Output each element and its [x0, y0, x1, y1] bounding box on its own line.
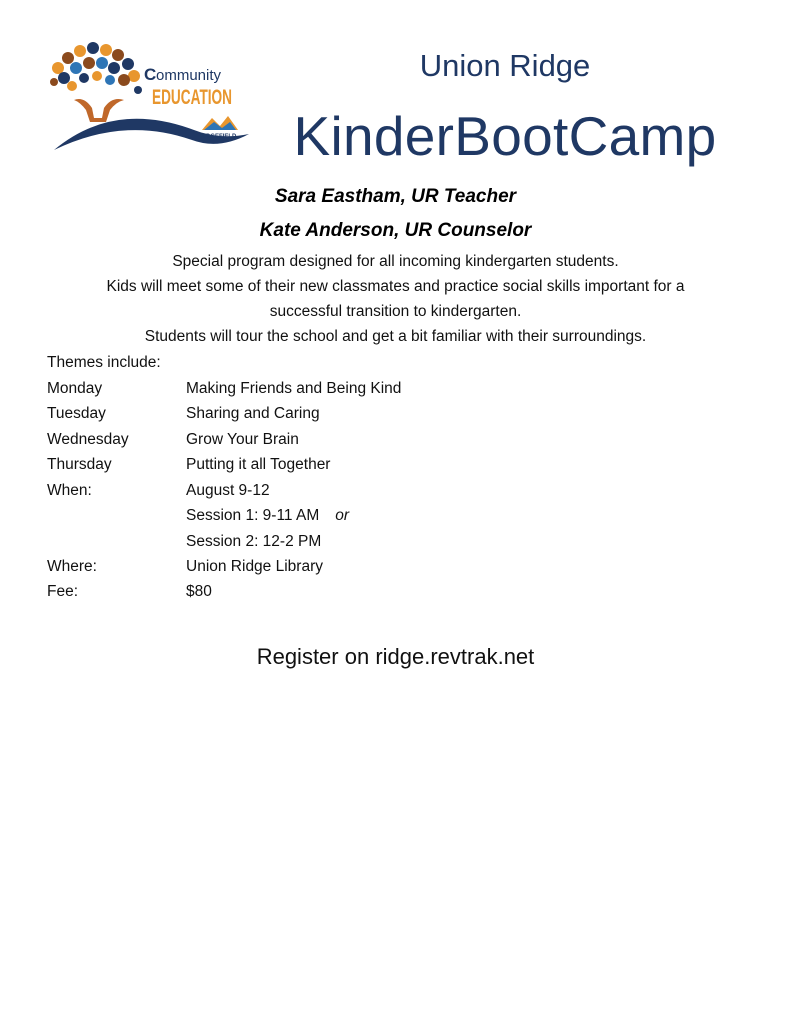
hands-trunk-icon: [74, 99, 124, 122]
theme-value: Making Friends and Being Kind: [186, 380, 402, 397]
day-label: Thursday: [47, 456, 112, 473]
when-value: August 9-12: [186, 482, 270, 499]
staff-teacher: Sara Eastham, UR Teacher: [274, 186, 517, 207]
session-1-value: Session 1: 9-11 AM: [186, 507, 320, 524]
day-label: Wednesday: [47, 431, 129, 448]
tree-canopy-icon: [50, 42, 142, 94]
description-line: Kids will meet some of their new classmates and practice social skills important for a: [106, 278, 685, 295]
staff-counselor: Kate Anderson, UR Counselor: [259, 220, 532, 241]
day-label: Monday: [47, 380, 103, 397]
theme-value: Putting it all Together: [186, 456, 331, 473]
theme-value: Grow Your Brain: [186, 431, 299, 448]
description-line: Students will tour the school and get a bit familiar with their surroundings.: [144, 328, 647, 345]
session-2-value: Session 2: 12-2 PM: [186, 533, 322, 550]
themes-heading: Themes include:: [47, 354, 161, 371]
school-name: Union Ridge: [419, 48, 591, 83]
logo-education-text: EDUCATION: [152, 86, 232, 109]
svg-text:C: C: [144, 65, 157, 84]
community-education-logo: [44, 38, 254, 156]
day-label: Tuesday: [47, 405, 106, 422]
session-or: or: [335, 507, 350, 524]
fee-label: Fee:: [47, 583, 79, 600]
description-line: successful transition to kindergarten.: [269, 303, 522, 320]
page-title: KinderBootCamp: [293, 105, 717, 167]
logo-community-text: ommunity: [156, 67, 222, 84]
theme-value: Sharing and Caring: [186, 405, 320, 422]
fee-value: $80: [186, 583, 212, 600]
logo-ridgefield-text: RIDGEFIELD: [200, 134, 237, 140]
register-link[interactable]: Register on ridge.revtrak.net: [256, 644, 535, 669]
ridgefield-emblem-icon: [200, 116, 238, 140]
where-label: Where:: [47, 558, 97, 575]
program-description: [0, 249, 791, 349]
when-label: When:: [47, 482, 92, 499]
where-value: Union Ridge Library: [186, 558, 323, 575]
description-line: Special program designed for all incoming kindergarten students.: [172, 253, 619, 270]
